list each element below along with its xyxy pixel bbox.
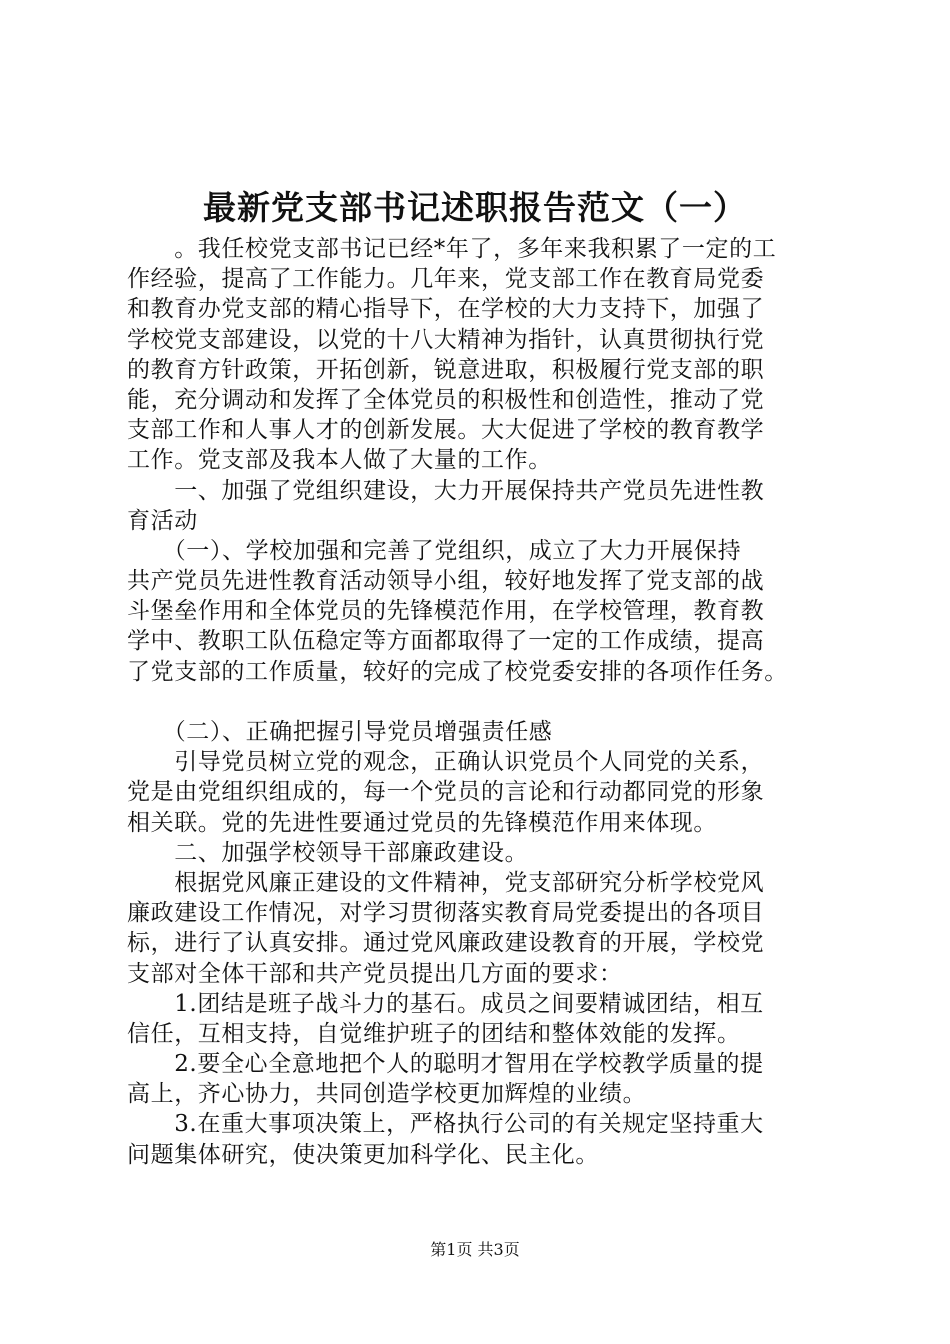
- text-line: 了党支部的工作质量，较好的完成了校党委安排的各项作任务。: [127, 658, 788, 685]
- text-line: 斗堡垒作用和全体党员的先锋模范作用，在学校管理，教育教: [127, 598, 765, 625]
- text-line: 高上，齐心协力，共同创造学校更加辉煌的业绩。: [127, 1081, 647, 1108]
- text-line: 相关联。党的先进性要通过党员的先锋模范作用来体现。: [127, 809, 717, 836]
- text-line: 问题集体研究，使决策更加科学化、民主化。: [127, 1141, 599, 1168]
- text-line: 能，充分调动和发挥了全体党员的积极性和创造性，推动了党: [127, 386, 765, 413]
- text-line: 。我任校党支部书记已经*年了，多年来我积累了一定的工: [127, 236, 777, 262]
- text-line: 标，进行了认真安排。通过党风廉政建设教育的开展，学校党: [127, 930, 765, 957]
- text-line: 工作。党支部及我本人做了大量的工作。: [127, 447, 552, 474]
- text-line: 的教育方针政策，开拓创新，锐意进取，积极履行党支部的职: [127, 356, 765, 383]
- page-footer: 第1页 共3页: [430, 1240, 520, 1259]
- text-line: 党是由党组织组成的，每一个党员的言论和行动都同党的形象: [127, 779, 765, 806]
- blank-line: [127, 687, 837, 717]
- text-line: 引导党员树立党的观念，正确认识党员个人同党的关系，: [127, 749, 765, 776]
- section-heading: 育活动: [127, 507, 198, 534]
- text-line: 作经验，提高了工作能力。几年来，党支部工作在教育局党委: [127, 266, 765, 293]
- subsection-heading: （二）、正确把握引导党员增强责任感: [127, 719, 553, 745]
- text-line: 根据党风廉正建设的文件精神，党支部研究分析学校党风: [127, 869, 765, 896]
- text-line: 学中、教职工队伍稳定等方面都取得了一定的工作成绩，提高: [127, 628, 765, 655]
- text-line: 共产党员先进性教育活动领导小组，较好地发挥了党支部的战: [127, 568, 765, 595]
- section-heading: 一、加强了党组织建设，大力开展保持共产党员先进性教: [127, 477, 765, 504]
- text-line: 支部工作和人事人才的创新发展。大大促进了学校的教育教学: [127, 417, 765, 444]
- text-line: 廉政建设工作情况，对学习贯彻落实教育局党委提出的各项目: [127, 900, 765, 927]
- document-body: [127, 234, 837, 1170]
- list-item: 2.要全心全意地把个人的聪明才智用在学校教学质量的提: [127, 1051, 764, 1078]
- list-item: 3.在重大事项决策上，严格执行公司的有关规定坚持重大: [127, 1111, 764, 1138]
- text-line: 支部对全体干部和共产党员提出几方面的要求：: [127, 960, 623, 987]
- text-line: 学校党支部建设，以党的十八大精神为指针，认真贯彻执行党: [127, 326, 765, 353]
- text-line: （一）、学校加强和完善了党组织，成立了大力开展保持: [127, 537, 742, 564]
- text-line: 信任，互相支持，自觉维护班子的团结和整体效能的发挥。: [127, 1020, 741, 1047]
- section-heading: 二、加强学校领导干部廉政建设。: [127, 839, 529, 866]
- document-title: 最新党支部书记述职报告范文（一）: [203, 188, 747, 227]
- list-item: 1.团结是班子战斗力的基石。成员之间要精诚团结，相互: [127, 990, 764, 1017]
- text-line: 和教育办党支部的精心指导下，在学校的大力支持下，加强了: [127, 296, 765, 323]
